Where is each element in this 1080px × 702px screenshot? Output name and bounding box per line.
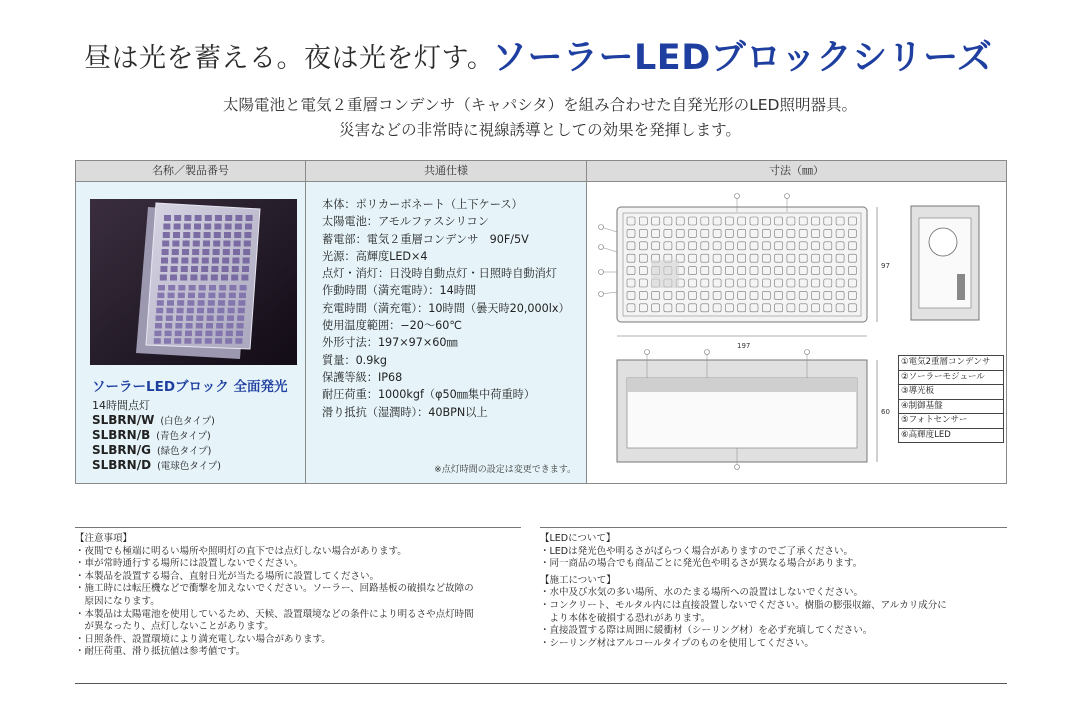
led-dot (217, 308, 224, 314)
led-dot (205, 331, 212, 337)
led-dot (172, 249, 179, 255)
led-dot (195, 331, 202, 337)
led-dot (243, 249, 250, 255)
note-item: ・耐圧荷重、滑り抵抗値は参考値です。 (75, 646, 246, 658)
led-dot (226, 331, 233, 337)
led-dot (178, 285, 185, 291)
led-dot (186, 315, 193, 321)
led-dot (181, 266, 188, 272)
led-dot (183, 241, 190, 247)
note-item: ・シーリング材はアルコールタイプのものを使用してください。 (540, 637, 814, 649)
led-dot (176, 315, 183, 321)
product-cell (76, 182, 305, 483)
led-dot (164, 338, 171, 344)
led-dot (174, 338, 181, 344)
led-and-install-notes (540, 533, 1010, 650)
led-dot (207, 308, 214, 314)
table-header-row (76, 161, 1006, 182)
led-dot (216, 331, 223, 337)
led-dot (164, 215, 171, 221)
led-dot (189, 285, 196, 291)
led-dot (172, 241, 179, 247)
common-specs-cell (306, 182, 586, 483)
model-row (92, 428, 211, 442)
legend-item: ⑤フォトセンサー (899, 414, 1003, 429)
led-dot (218, 300, 225, 306)
led-dot (225, 338, 232, 344)
model-code: SLBRN/W (92, 413, 155, 427)
model-code: SLBRN/B (92, 428, 151, 442)
callout-circle (805, 350, 810, 355)
led-dot (198, 293, 205, 299)
led-dot (190, 275, 197, 281)
led-dot (186, 323, 193, 329)
led-dot (221, 275, 228, 281)
led-dot (217, 315, 224, 321)
led-dot (211, 266, 218, 272)
spec-item: 滑り抵抗（湿潤時）：40BPN以上 (322, 405, 488, 419)
led-dot (160, 266, 167, 272)
led-dot (228, 308, 235, 314)
led-dot (228, 300, 235, 306)
led-dot (156, 308, 163, 314)
spec-table (75, 160, 1007, 484)
spec-item: 使用温度範囲：−20～60℃ (322, 319, 462, 333)
model-type: (緑色タイプ) (156, 446, 212, 457)
model-type: (青色タイプ) (156, 431, 211, 442)
dimension-drawing-cell (587, 182, 1006, 483)
led-dot (193, 232, 200, 238)
led-dot (167, 300, 174, 306)
led-dot (162, 249, 169, 255)
led-dot (192, 249, 199, 255)
callout-circle (599, 292, 604, 297)
led-dot (224, 232, 231, 238)
legend-item: ③導光板 (899, 385, 1003, 400)
led-dot (199, 285, 206, 291)
callout-circle (735, 194, 740, 199)
notes-title: 【LEDについて】 (540, 533, 616, 544)
led-dot (154, 338, 161, 344)
note-item: ・車が常時通行する場所には設置しないでください。 (75, 558, 304, 570)
led-dot (165, 331, 172, 337)
led-dot (157, 293, 164, 299)
notes-title: 【注意事項】 (75, 533, 133, 544)
led-dot (206, 323, 213, 329)
model-row (92, 458, 221, 472)
led-dot (214, 224, 221, 230)
subtitle-line-2: 災害などの非常時に視線誘導としての効果を発揮します。 (339, 121, 741, 139)
led-dot (158, 285, 165, 291)
led-dot (240, 285, 247, 291)
led-dot (226, 323, 233, 329)
caution-notes (75, 533, 515, 659)
led-dot (180, 275, 187, 281)
model-row (92, 413, 215, 427)
led-dot (209, 285, 216, 291)
led-dot (233, 249, 240, 255)
led-dot (244, 241, 251, 247)
note-item: ・夜間でも極端に明るい場所や照明灯の直下では点灯しない場合があります。 (75, 545, 407, 557)
led-dot (168, 293, 175, 299)
led-dot (187, 308, 194, 314)
led-dot (216, 323, 223, 329)
callout-circle (785, 194, 790, 199)
led-dot (201, 275, 208, 281)
led-dot (195, 338, 202, 344)
led-dot (175, 323, 182, 329)
led-dot (202, 249, 209, 255)
led-dot (171, 258, 178, 264)
led-dot (231, 275, 238, 281)
led-dot (194, 224, 201, 230)
led-dot (198, 300, 205, 306)
led-dot (219, 293, 226, 299)
led-dot (235, 224, 242, 230)
led-dot (163, 232, 170, 238)
led-dot (235, 338, 242, 344)
model-type: (白色タイプ) (160, 416, 215, 427)
led-dot (239, 293, 246, 299)
led-dot (223, 241, 230, 247)
model-code: SLBRN/D (92, 458, 152, 472)
divider (75, 683, 1007, 684)
lighting-duration: 14時間点灯 (92, 399, 150, 412)
led-dot (237, 323, 244, 329)
model-code: SLBRN/G (92, 443, 151, 457)
note-item: ・本製品は太陽電池を使用しているため、天候、設置環境などの条件により明るさや点灯時間 (75, 608, 474, 620)
note-item: ・水中及び水気の多い場所、水のたまる場所への設置はしないでください。 (540, 587, 864, 599)
led-dot (188, 293, 195, 299)
led-dot (213, 249, 220, 255)
led-dot (205, 338, 212, 344)
led-dot (208, 300, 215, 306)
led-dot (207, 315, 214, 321)
tagline: 昼は光を蓄える。夜は光を灯す。 (84, 43, 495, 74)
spec-item: 外形寸法：197×97×60㎜ (322, 336, 458, 350)
subtitle-line-1: 太陽電池と電気２重層コンデンサ（キャパシタ）を組み合わせた自発光形のLED照明器具。 (223, 96, 857, 114)
led-dot (174, 215, 181, 221)
legend-item: ④制御基盤 (899, 400, 1003, 415)
led-dot (214, 232, 221, 238)
spec-item: 保護等級：IP68 (322, 370, 403, 384)
led-dot (157, 300, 164, 306)
callout-circle (599, 245, 604, 250)
model-type: (電球色タイプ) (157, 461, 222, 472)
led-dot (175, 331, 182, 337)
spec-note: ※点灯時間の設定は変更できます。 (434, 465, 576, 475)
led-block-image (90, 199, 297, 365)
led-dot (171, 266, 178, 272)
led-dot (155, 323, 162, 329)
note-item: ・日照条件、設置環境により満充電しない場合があります。 (75, 633, 331, 645)
led-dot (184, 338, 191, 344)
led-dot (236, 331, 243, 337)
callout-circle (735, 465, 740, 470)
led-dot (181, 258, 188, 264)
notes-title: 【施工について】 (540, 574, 616, 586)
led-dot (244, 232, 251, 238)
led-dot (225, 215, 232, 221)
led-dot (161, 258, 168, 264)
note-item: ・同一商品の場合でも商品ごとに発光色や明るさが異なる場合があります。 (540, 558, 863, 570)
led-dot (219, 285, 226, 291)
callout-circle (645, 350, 650, 355)
led-dot (238, 300, 245, 306)
led-dot (208, 293, 215, 299)
divider (75, 527, 521, 528)
spec-item: 蓄電部：電気２重層コンデンサ 90F/5V (322, 232, 529, 246)
led-dot (243, 258, 250, 264)
led-dot (195, 215, 202, 221)
led-dot (177, 300, 184, 306)
led-dot (229, 293, 236, 299)
led-dot (156, 315, 163, 321)
legend-item: ②ソーラーモジュール (899, 371, 1003, 386)
product-photo (90, 199, 297, 365)
callout-circle (599, 225, 604, 230)
led-dot (165, 323, 172, 329)
led-dot (163, 224, 170, 230)
spec-item: 質量：0.9kg (322, 353, 387, 367)
led-dot (215, 338, 222, 344)
note-item: が異なったり、点灯しないことがあります。 (75, 621, 274, 633)
callout-circle (705, 350, 710, 355)
led-dot (213, 241, 220, 247)
led-dot (170, 275, 177, 281)
led-dot (225, 224, 232, 230)
led-dot (222, 266, 229, 272)
callout-circle (599, 270, 604, 275)
led-dot (201, 266, 208, 272)
led-dot (196, 323, 203, 329)
note-item: ・施工時には転圧機などで衝撃を加えないでください。ソーラー、回路基板の破損など故障の (75, 583, 474, 595)
led-dot (178, 293, 185, 299)
spec-item: 光源：高輝度LED×4 (322, 249, 428, 263)
legend-item: ⑥高輝度LED (901, 429, 951, 440)
led-dot (204, 232, 211, 238)
header-name: 名称／製品番号 (152, 164, 229, 177)
led-dot (184, 215, 191, 221)
divider (540, 527, 1007, 528)
led-dot (202, 258, 209, 264)
led-dot (234, 241, 241, 247)
led-dot (212, 258, 219, 264)
spec-item: 耐圧荷重：1000kgf（φ50㎜集中荷重時） (322, 388, 536, 402)
led-dot (185, 331, 192, 337)
led-dot (238, 308, 245, 314)
led-dot (232, 266, 239, 272)
spec-item: 作動時間（満充電時）：14時間 (322, 284, 477, 298)
led-dot (232, 258, 239, 264)
legend-item: ①電気2重層コンデンサ (899, 356, 1003, 371)
note-item: ・本製品を設置する場合、直射日光が当たる場所に設置してください。 (75, 570, 380, 582)
page-header (0, 28, 1080, 78)
led-dot (177, 308, 184, 314)
led-dot (160, 275, 167, 281)
header-dimensions: 寸法（㎜） (769, 164, 824, 177)
led-dot (193, 241, 200, 247)
led-dot (204, 224, 211, 230)
parts-legend (898, 355, 1004, 443)
led-dot (223, 249, 230, 255)
led-dot (237, 315, 244, 321)
led-dot (211, 275, 218, 281)
spec-item: 太陽電池：アモルファスシリコン (322, 215, 489, 229)
note-item: 原因になります。 (75, 595, 160, 607)
led-dot (246, 215, 253, 221)
led-dot (174, 224, 181, 230)
led-dot (166, 308, 173, 314)
led-dot (162, 241, 169, 247)
led-dot (197, 308, 204, 314)
led-dot (173, 232, 180, 238)
led-dot (187, 300, 194, 306)
led-dot (168, 285, 175, 291)
led-dot (205, 215, 212, 221)
led-dot (203, 241, 210, 247)
led-dot (245, 224, 252, 230)
note-item: より本体を破損する恐れがあります。 (540, 612, 711, 624)
header-specs: 共通仕様 (424, 164, 468, 177)
product-name: ソーラーLEDブロック 全面発光 (92, 379, 288, 395)
note-item: ・LEDは発光色や明るさがばらつく場合がありますのでご了承ください。 (540, 545, 854, 557)
led-dot (227, 315, 234, 321)
led-dot (166, 315, 173, 321)
led-dot (234, 232, 241, 238)
series-title: ソーラーLEDブロックシリーズ (492, 38, 993, 78)
led-dot (235, 215, 242, 221)
model-row (92, 443, 211, 457)
led-dot (154, 331, 161, 337)
led-dot (182, 249, 189, 255)
led-dot (196, 315, 203, 321)
height-dimension: 60 (881, 408, 890, 416)
note-item: ・直接設置する際は周囲に緩衝材（シーリング材）を必ず充填してください。 (540, 625, 873, 637)
led-dot (183, 232, 190, 238)
depth-dimension: 97 (881, 262, 890, 270)
led-dot (192, 258, 199, 264)
width-dimension: 197 (737, 342, 751, 350)
led-dot (191, 266, 198, 272)
spec-item: 本体：ポリカーボネート（上下ケース） (322, 198, 523, 211)
led-dot (229, 285, 236, 291)
led-dot (222, 258, 229, 264)
note-item: ・コンクリート、モルタル内には直接設置しないでください。樹脂の膨張収縮、アルカリ成分に (540, 599, 947, 611)
led-dot (241, 275, 248, 281)
spec-item: 点灯・消灯：日没時自動点灯・日照時自動消灯 (322, 267, 557, 281)
led-dot (215, 215, 222, 221)
spec-list (322, 196, 570, 421)
led-dot (242, 266, 249, 272)
led-dot (184, 224, 191, 230)
spec-item: 充電時間（満充電）：10時間（曇天時20,000lx） (322, 301, 570, 315)
